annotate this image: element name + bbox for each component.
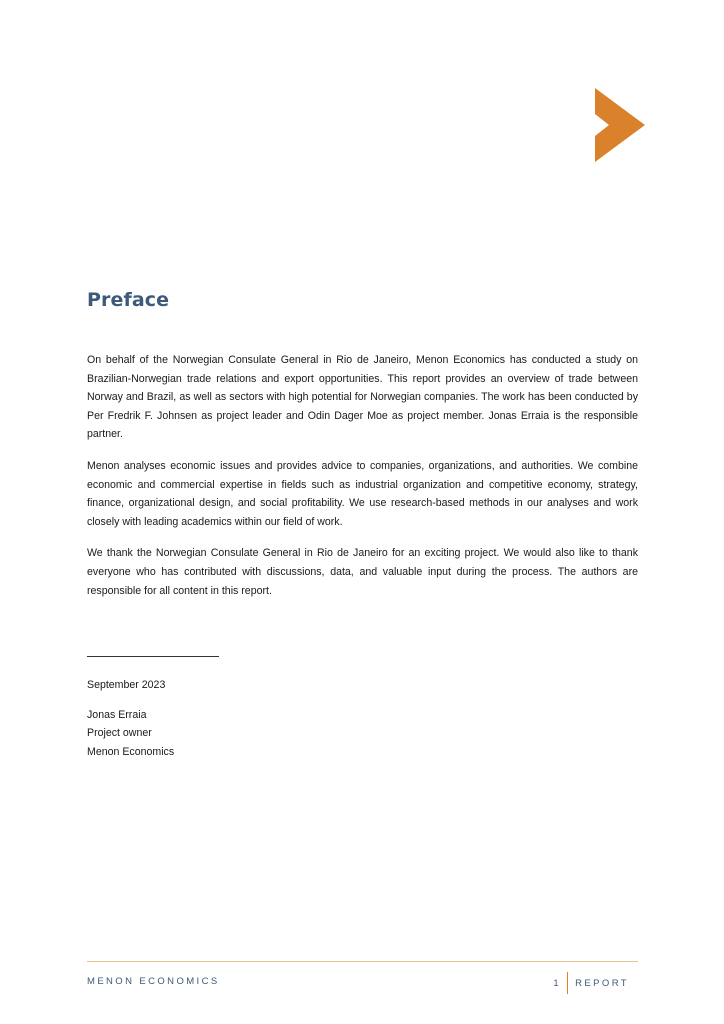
page-title: Preface xyxy=(87,289,170,311)
preface-body xyxy=(87,351,638,613)
menon-chevron-logo-icon xyxy=(595,88,645,162)
signature-name: Jonas Erraia xyxy=(87,708,147,721)
signature-date: September 2023 xyxy=(87,679,166,691)
footer-page-info xyxy=(553,972,629,994)
signature-organization: Menon Economics xyxy=(87,745,175,758)
signature-block xyxy=(87,676,174,761)
footer-divider xyxy=(87,961,638,962)
preface-paragraph-1: On behalf of the Norwegian Consulate General in Rio de Janeiro, Menon Economics has conducted a study on Brazilian-Norwegian trade relations and export opportunities. This report provides an overview of trade between Norway and Brazil, as well as sectors with high potential for Norwegian companies. The work has been conducted by Per Fredrik F. Johnsen as project leader and Odin Dager Moe as project member. Jonas Erraia is the responsible partner. xyxy=(87,354,638,441)
preface-paragraph-2: Menon analyses economic issues and provides advice to companies, organizations, and authorities. We combine economic and commercial expertise in fields such as industrial organization and competitive economy, strategy, finance, organizational design, and social profitability. We use research-based methods in our analyses and work closely with leading academics within our field of work. xyxy=(87,459,638,528)
footer-company-name: MENON ECONOMICS xyxy=(87,976,220,987)
logo-chevron-shape xyxy=(595,88,645,162)
footer-report-label: REPORT xyxy=(575,977,629,989)
signature-role: Project owner xyxy=(87,727,152,740)
preface-paragraph-3: We thank the Norwegian Consulate General in Rio de Janeiro for an exciting project. We would also like to thank everyone who has contributed with discussions, data, and valuable input during the process. The authors are responsible for all content in this report. xyxy=(87,547,638,597)
page-number: 1 xyxy=(553,977,560,989)
signature-line xyxy=(87,656,219,657)
